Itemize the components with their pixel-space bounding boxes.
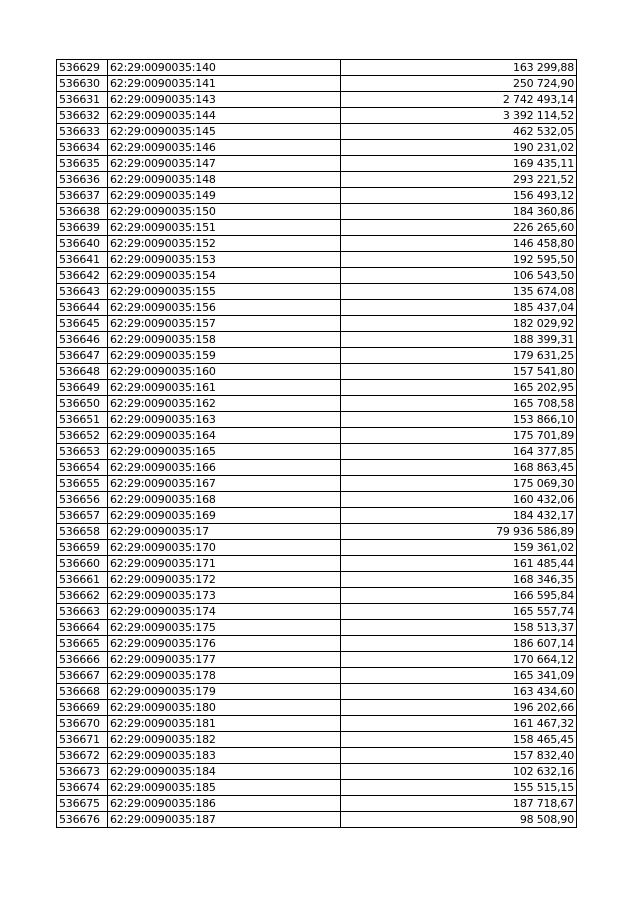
cadastral-number-cell: 62:29:0090035:184 <box>108 764 341 780</box>
table-row <box>57 572 577 588</box>
cadastral-value-cell: 168 346,35 <box>341 572 577 588</box>
row-id-cell: 536668 <box>57 684 108 700</box>
cadastral-number-cell: 62:29:0090035:166 <box>108 460 341 476</box>
row-id-cell: 536639 <box>57 220 108 236</box>
row-id-cell: 536641 <box>57 252 108 268</box>
row-id-cell: 536663 <box>57 604 108 620</box>
table-row <box>57 220 577 236</box>
row-id-cell: 536659 <box>57 540 108 556</box>
cadastral-value-cell: 164 377,85 <box>341 444 577 460</box>
table-row <box>57 652 577 668</box>
cadastral-value-cell: 161 485,44 <box>341 556 577 572</box>
row-id-cell: 536658 <box>57 524 108 540</box>
cadastral-value-cell: 106 543,50 <box>341 268 577 284</box>
row-id-cell: 536649 <box>57 380 108 396</box>
row-id-cell: 536657 <box>57 508 108 524</box>
cadastral-number-cell: 62:29:0090035:158 <box>108 332 341 348</box>
table-row <box>57 716 577 732</box>
row-id-cell: 536655 <box>57 476 108 492</box>
cadastral-value-table <box>56 59 577 828</box>
cadastral-value-cell: 155 515,15 <box>341 780 577 796</box>
cadastral-value-cell: 462 532,05 <box>341 124 577 140</box>
table-row <box>57 124 577 140</box>
cadastral-value-cell: 158 513,37 <box>341 620 577 636</box>
table-row <box>57 92 577 108</box>
table-row <box>57 636 577 652</box>
cadastral-value-cell: 156 493,12 <box>341 188 577 204</box>
cadastral-number-cell: 62:29:0090035:167 <box>108 476 341 492</box>
row-id-cell: 536636 <box>57 172 108 188</box>
table-row <box>57 236 577 252</box>
table-row <box>57 812 577 828</box>
table-row <box>57 428 577 444</box>
cadastral-number-cell: 62:29:0090035:177 <box>108 652 341 668</box>
row-id-cell: 536635 <box>57 156 108 172</box>
row-id-cell: 536632 <box>57 108 108 124</box>
cadastral-number-cell: 62:29:0090035:148 <box>108 172 341 188</box>
row-id-cell: 536633 <box>57 124 108 140</box>
row-id-cell: 536669 <box>57 700 108 716</box>
row-id-cell: 536676 <box>57 812 108 828</box>
cadastral-value-cell: 165 202,95 <box>341 380 577 396</box>
row-id-cell: 536629 <box>57 60 108 76</box>
cadastral-number-cell: 62:29:0090035:179 <box>108 684 341 700</box>
cadastral-number-cell: 62:29:0090035:151 <box>108 220 341 236</box>
cadastral-number-cell: 62:29:0090035:155 <box>108 284 341 300</box>
cadastral-value-cell: 165 557,74 <box>341 604 577 620</box>
cadastral-number-cell: 62:29:0090035:163 <box>108 412 341 428</box>
cadastral-value-cell: 175 069,30 <box>341 476 577 492</box>
row-id-cell: 536665 <box>57 636 108 652</box>
cadastral-value-cell: 135 674,08 <box>341 284 577 300</box>
cadastral-value-cell: 169 435,11 <box>341 156 577 172</box>
cadastral-number-cell: 62:29:0090035:187 <box>108 812 341 828</box>
cadastral-number-cell: 62:29:0090035:180 <box>108 700 341 716</box>
cadastral-value-cell: 250 724,90 <box>341 76 577 92</box>
table-row <box>57 460 577 476</box>
cadastral-number-cell: 62:29:0090035:181 <box>108 716 341 732</box>
cadastral-value-cell: 188 399,31 <box>341 332 577 348</box>
table-body <box>57 60 577 828</box>
table-row <box>57 508 577 524</box>
table-row <box>57 444 577 460</box>
cadastral-value-cell: 192 595,50 <box>341 252 577 268</box>
row-id-cell: 536661 <box>57 572 108 588</box>
cadastral-number-cell: 62:29:0090035:141 <box>108 76 341 92</box>
cadastral-value-cell: 166 595,84 <box>341 588 577 604</box>
document-page <box>56 59 577 828</box>
cadastral-number-cell: 62:29:0090035:152 <box>108 236 341 252</box>
cadastral-value-cell: 161 467,32 <box>341 716 577 732</box>
table-row <box>57 780 577 796</box>
row-id-cell: 536647 <box>57 348 108 364</box>
table-row <box>57 732 577 748</box>
cadastral-value-cell: 146 458,80 <box>341 236 577 252</box>
row-id-cell: 536671 <box>57 732 108 748</box>
table-row <box>57 204 577 220</box>
row-id-cell: 536634 <box>57 140 108 156</box>
cadastral-number-cell: 62:29:0090035:171 <box>108 556 341 572</box>
table-row <box>57 620 577 636</box>
cadastral-number-cell: 62:29:0090035:159 <box>108 348 341 364</box>
table-row <box>57 668 577 684</box>
table-row <box>57 316 577 332</box>
cadastral-value-cell: 153 866,10 <box>341 412 577 428</box>
cadastral-value-cell: 163 299,88 <box>341 60 577 76</box>
row-id-cell: 536640 <box>57 236 108 252</box>
row-id-cell: 536666 <box>57 652 108 668</box>
table-row <box>57 252 577 268</box>
table-row <box>57 604 577 620</box>
cadastral-number-cell: 62:29:0090035:175 <box>108 620 341 636</box>
row-id-cell: 536673 <box>57 764 108 780</box>
cadastral-value-cell: 168 863,45 <box>341 460 577 476</box>
cadastral-number-cell: 62:29:0090035:156 <box>108 300 341 316</box>
row-id-cell: 536645 <box>57 316 108 332</box>
row-id-cell: 536642 <box>57 268 108 284</box>
table-row <box>57 796 577 812</box>
row-id-cell: 536670 <box>57 716 108 732</box>
cadastral-number-cell: 62:29:0090035:147 <box>108 156 341 172</box>
cadastral-number-cell: 62:29:0090035:170 <box>108 540 341 556</box>
cadastral-value-cell: 293 221,52 <box>341 172 577 188</box>
row-id-cell: 536654 <box>57 460 108 476</box>
cadastral-number-cell: 62:29:0090035:178 <box>108 668 341 684</box>
table-row <box>57 284 577 300</box>
table-row <box>57 140 577 156</box>
row-id-cell: 536650 <box>57 396 108 412</box>
table-row <box>57 380 577 396</box>
table-row <box>57 188 577 204</box>
table-row <box>57 364 577 380</box>
cadastral-value-cell: 170 664,12 <box>341 652 577 668</box>
cadastral-value-cell: 175 701,89 <box>341 428 577 444</box>
cadastral-number-cell: 62:29:0090035:174 <box>108 604 341 620</box>
cadastral-number-cell: 62:29:0090035:17 <box>108 524 341 540</box>
row-id-cell: 536672 <box>57 748 108 764</box>
cadastral-number-cell: 62:29:0090035:161 <box>108 380 341 396</box>
table-row <box>57 156 577 172</box>
cadastral-number-cell: 62:29:0090035:164 <box>108 428 341 444</box>
cadastral-number-cell: 62:29:0090035:183 <box>108 748 341 764</box>
cadastral-value-cell: 179 631,25 <box>341 348 577 364</box>
cadastral-value-cell: 3 392 114,52 <box>341 108 577 124</box>
row-id-cell: 536638 <box>57 204 108 220</box>
row-id-cell: 536667 <box>57 668 108 684</box>
cadastral-value-cell: 102 632,16 <box>341 764 577 780</box>
table-row <box>57 348 577 364</box>
row-id-cell: 536660 <box>57 556 108 572</box>
table-row <box>57 700 577 716</box>
cadastral-number-cell: 62:29:0090035:186 <box>108 796 341 812</box>
cadastral-value-cell: 190 231,02 <box>341 140 577 156</box>
row-id-cell: 536651 <box>57 412 108 428</box>
table-row <box>57 60 577 76</box>
cadastral-value-cell: 79 936 586,89 <box>341 524 577 540</box>
cadastral-value-cell: 187 718,67 <box>341 796 577 812</box>
cadastral-number-cell: 62:29:0090035:182 <box>108 732 341 748</box>
cadastral-number-cell: 62:29:0090035:185 <box>108 780 341 796</box>
cadastral-number-cell: 62:29:0090035:162 <box>108 396 341 412</box>
table-row <box>57 172 577 188</box>
row-id-cell: 536630 <box>57 76 108 92</box>
cadastral-number-cell: 62:29:0090035:173 <box>108 588 341 604</box>
cadastral-value-cell: 160 432,06 <box>341 492 577 508</box>
cadastral-value-cell: 157 832,40 <box>341 748 577 764</box>
cadastral-number-cell: 62:29:0090035:145 <box>108 124 341 140</box>
row-id-cell: 536631 <box>57 92 108 108</box>
cadastral-value-cell: 158 465,45 <box>341 732 577 748</box>
cadastral-value-cell: 98 508,90 <box>341 812 577 828</box>
row-id-cell: 536637 <box>57 188 108 204</box>
table-row <box>57 268 577 284</box>
cadastral-number-cell: 62:29:0090035:153 <box>108 252 341 268</box>
table-row <box>57 76 577 92</box>
cadastral-value-cell: 186 607,14 <box>341 636 577 652</box>
row-id-cell: 536643 <box>57 284 108 300</box>
cadastral-number-cell: 62:29:0090035:160 <box>108 364 341 380</box>
cadastral-number-cell: 62:29:0090035:165 <box>108 444 341 460</box>
cadastral-value-cell: 2 742 493,14 <box>341 92 577 108</box>
cadastral-number-cell: 62:29:0090035:150 <box>108 204 341 220</box>
cadastral-number-cell: 62:29:0090035:169 <box>108 508 341 524</box>
cadastral-number-cell: 62:29:0090035:157 <box>108 316 341 332</box>
row-id-cell: 536652 <box>57 428 108 444</box>
row-id-cell: 536664 <box>57 620 108 636</box>
cadastral-number-cell: 62:29:0090035:176 <box>108 636 341 652</box>
table-row <box>57 300 577 316</box>
row-id-cell: 536675 <box>57 796 108 812</box>
cadastral-number-cell: 62:29:0090035:154 <box>108 268 341 284</box>
row-id-cell: 536648 <box>57 364 108 380</box>
cadastral-value-cell: 157 541,80 <box>341 364 577 380</box>
table-row <box>57 332 577 348</box>
row-id-cell: 536644 <box>57 300 108 316</box>
cadastral-number-cell: 62:29:0090035:144 <box>108 108 341 124</box>
cadastral-number-cell: 62:29:0090035:146 <box>108 140 341 156</box>
table-row <box>57 684 577 700</box>
row-id-cell: 536656 <box>57 492 108 508</box>
cadastral-number-cell: 62:29:0090035:172 <box>108 572 341 588</box>
cadastral-value-cell: 182 029,92 <box>341 316 577 332</box>
cadastral-value-cell: 159 361,02 <box>341 540 577 556</box>
table-row <box>57 396 577 412</box>
cadastral-number-cell: 62:29:0090035:140 <box>108 60 341 76</box>
table-row <box>57 476 577 492</box>
table-row <box>57 524 577 540</box>
cadastral-number-cell: 62:29:0090035:149 <box>108 188 341 204</box>
cadastral-value-cell: 196 202,66 <box>341 700 577 716</box>
cadastral-value-cell: 165 341,09 <box>341 668 577 684</box>
cadastral-value-cell: 165 708,58 <box>341 396 577 412</box>
table-row <box>57 588 577 604</box>
table-row <box>57 108 577 124</box>
cadastral-value-cell: 184 360,86 <box>341 204 577 220</box>
table-row <box>57 540 577 556</box>
table-row <box>57 748 577 764</box>
table-row <box>57 556 577 572</box>
cadastral-value-cell: 185 437,04 <box>341 300 577 316</box>
row-id-cell: 536674 <box>57 780 108 796</box>
row-id-cell: 536653 <box>57 444 108 460</box>
row-id-cell: 536662 <box>57 588 108 604</box>
table-row <box>57 764 577 780</box>
row-id-cell: 536646 <box>57 332 108 348</box>
cadastral-value-cell: 184 432,17 <box>341 508 577 524</box>
table-row <box>57 492 577 508</box>
cadastral-number-cell: 62:29:0090035:168 <box>108 492 341 508</box>
cadastral-value-cell: 226 265,60 <box>341 220 577 236</box>
cadastral-value-cell: 163 434,60 <box>341 684 577 700</box>
cadastral-number-cell: 62:29:0090035:143 <box>108 92 341 108</box>
table-row <box>57 412 577 428</box>
